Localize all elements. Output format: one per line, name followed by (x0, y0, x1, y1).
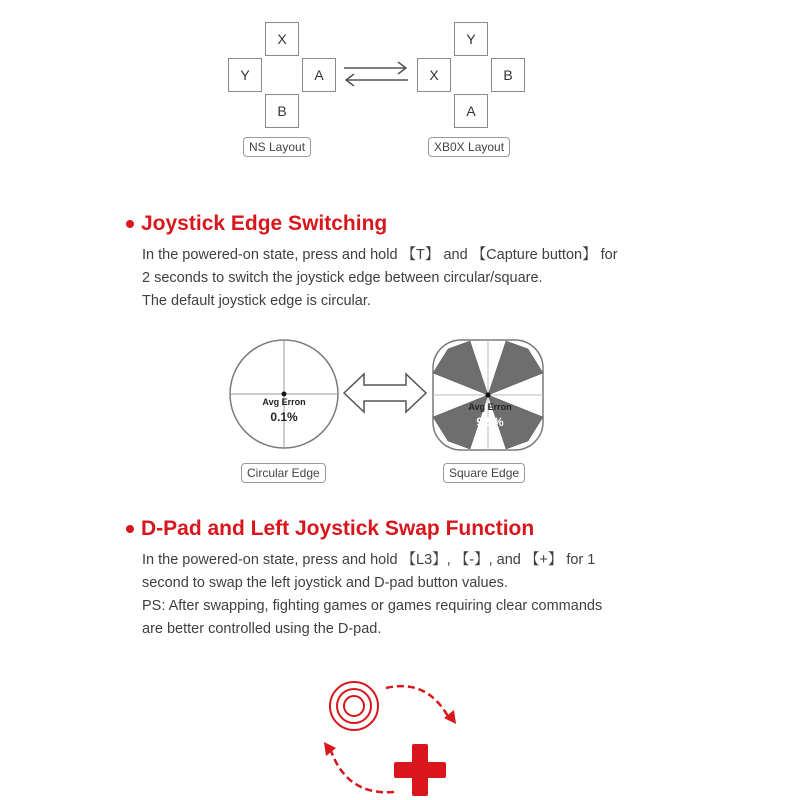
edge-switch-double-arrow-icon (342, 370, 428, 416)
dpad-swap-line-3: PS: After swapping, fighting games or games requiring clear commands (142, 598, 603, 614)
circular-avg-error-value: 0.1% (270, 410, 298, 424)
joystick-edge-heading (126, 212, 387, 236)
layout-swap-arrows-icon (340, 58, 412, 90)
xbox-button-left: X (417, 58, 451, 92)
bullet-dot-icon (126, 525, 134, 533)
joystick-edge-description (142, 244, 712, 313)
ns-button-bottom: B (265, 94, 299, 128)
circular-edge-diagram (228, 338, 340, 450)
ns-button-right: A (302, 58, 336, 92)
circular-avg-error-label: Avg Erron (262, 397, 306, 407)
joystick-edge-line-3: The default joystick edge is circular. (142, 293, 371, 309)
joystick-dpad-swap-illustration (316, 668, 466, 800)
dpad-swap-line-4: are better controlled using the D-pad. (142, 621, 382, 637)
square-avg-error-value: 9.5% (476, 415, 504, 429)
dpad-swap-line-1: In the powered-on state, press and hold 【L3】, 【-】, and 【+】 for 1 (142, 552, 596, 568)
xbox-layout-diagram (417, 22, 527, 132)
bullet-dot-icon (126, 220, 134, 228)
dpad-swap-heading-text: D-Pad and Left Joystick Swap Function (141, 517, 535, 540)
joystick-edge-line-1: In the powered-on state, press and hold 【T】 and 【Capture button】 for (142, 247, 618, 263)
dpad-swap-line-2: second to swap the left joystick and D-pad button values. (142, 575, 508, 591)
ns-layout-diagram (228, 22, 338, 132)
square-avg-error-label: Avg Erron (468, 402, 512, 412)
dpad-swap-heading (126, 517, 534, 541)
dpad-swap-description (142, 549, 712, 641)
xbox-button-right: B (491, 58, 525, 92)
dpad-icon (394, 744, 446, 796)
ns-button-left: Y (228, 58, 262, 92)
joystick-edge-line-2: 2 seconds to switch the joystick edge between circular/square. (142, 270, 543, 286)
xbox-button-top: Y (454, 22, 488, 56)
xbox-button-bottom: A (454, 94, 488, 128)
square-edge-diagram (430, 337, 546, 453)
circular-edge-caption: Circular Edge (241, 463, 326, 483)
joystick-edge-heading-text: Joystick Edge Switching (141, 212, 388, 235)
joystick-icon (330, 682, 378, 730)
square-edge-caption: Square Edge (443, 463, 525, 483)
xbox-layout-caption: XB0X Layout (428, 137, 510, 157)
ns-layout-caption: NS Layout (243, 137, 311, 157)
ns-button-top: X (265, 22, 299, 56)
